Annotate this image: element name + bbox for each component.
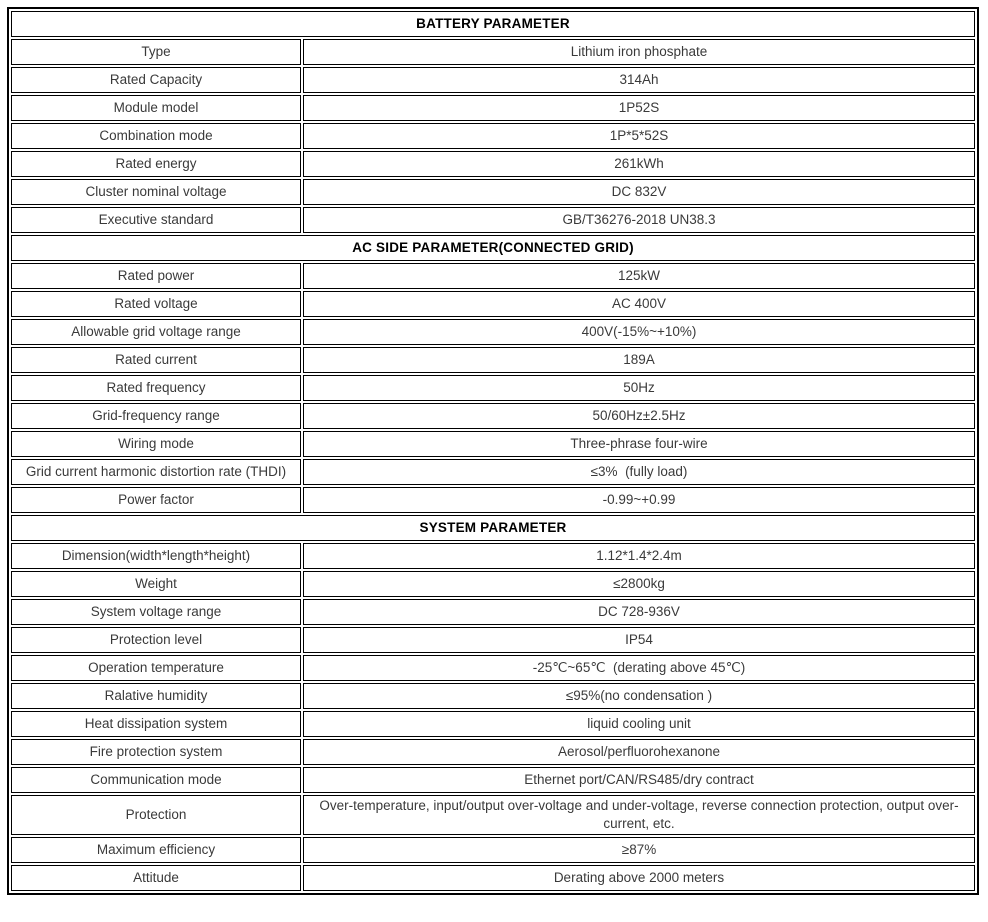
table-row (11, 95, 975, 121)
param-label: Protection (11, 795, 301, 835)
table-row (11, 837, 975, 863)
param-label: Wiring mode (11, 431, 301, 457)
table-row (11, 151, 975, 177)
table-row (11, 865, 975, 891)
section-header: SYSTEM PARAMETER (11, 515, 975, 541)
param-value: Over-temperature, input/output over-voltage and under-voltage, reverse connection protection, output over-current, etc. (303, 795, 975, 835)
table-row (11, 67, 975, 93)
table-row (11, 291, 975, 317)
param-value: GB/T36276-2018 UN38.3 (303, 207, 975, 233)
param-value: 1P*5*52S (303, 123, 975, 149)
table-row (11, 431, 975, 457)
param-value: Ethernet port/CAN/RS485/dry contract (303, 767, 975, 793)
param-value: 50/60Hz±2.5Hz (303, 403, 975, 429)
table-row (11, 767, 975, 793)
param-label: Dimension(width*length*height) (11, 543, 301, 569)
table-row (11, 571, 975, 597)
param-label: Rated frequency (11, 375, 301, 401)
param-value: 314Ah (303, 67, 975, 93)
param-value: -25℃~65℃ (derating above 45℃) (303, 655, 975, 681)
param-value: ≤3% (fully load) (303, 459, 975, 485)
param-value: 261kWh (303, 151, 975, 177)
param-label: Grid-frequency range (11, 403, 301, 429)
table-row (11, 795, 975, 835)
table-row (11, 319, 975, 345)
table-row (11, 543, 975, 569)
param-value: 400V(-15%~+10%) (303, 319, 975, 345)
table-row (11, 123, 975, 149)
table-row (11, 39, 975, 65)
param-label: Power factor (11, 487, 301, 513)
param-label: Executive standard (11, 207, 301, 233)
param-value: ≤2800kg (303, 571, 975, 597)
section-header-row (11, 515, 975, 541)
param-value: IP54 (303, 627, 975, 653)
param-label: Combination mode (11, 123, 301, 149)
param-value: Three-phrase four-wire (303, 431, 975, 457)
param-value: 1.12*1.4*2.4m (303, 543, 975, 569)
param-value: liquid cooling unit (303, 711, 975, 737)
param-value: DC 728-936V (303, 599, 975, 625)
param-value: DC 832V (303, 179, 975, 205)
param-label: Allowable grid voltage range (11, 319, 301, 345)
param-label: Grid current harmonic distortion rate (THDI) (11, 459, 301, 485)
table-row (11, 207, 975, 233)
param-label: Fire protection system (11, 739, 301, 765)
section-header: BATTERY PARAMETER (11, 11, 975, 37)
table-row (11, 263, 975, 289)
param-label: Rated energy (11, 151, 301, 177)
param-label: Ralative humidity (11, 683, 301, 709)
table-row (11, 487, 975, 513)
param-label: Communication mode (11, 767, 301, 793)
param-value: 189A (303, 347, 975, 373)
param-value: 50Hz (303, 375, 975, 401)
param-label: Rated voltage (11, 291, 301, 317)
param-label: System voltage range (11, 599, 301, 625)
param-value: -0.99~+0.99 (303, 487, 975, 513)
param-label: Operation temperature (11, 655, 301, 681)
param-label: Rated current (11, 347, 301, 373)
param-label: Module model (11, 95, 301, 121)
table-row (11, 683, 975, 709)
param-value: AC 400V (303, 291, 975, 317)
section-header: AC SIDE PARAMETER(CONNECTED GRID) (11, 235, 975, 261)
param-label: Protection level (11, 627, 301, 653)
table-row (11, 599, 975, 625)
param-value: 125kW (303, 263, 975, 289)
section-header-row (11, 235, 975, 261)
parameter-table (7, 7, 979, 895)
param-label: Attitude (11, 865, 301, 891)
param-label: Rated Capacity (11, 67, 301, 93)
param-label: Maximum efficiency (11, 837, 301, 863)
param-label: Heat dissipation system (11, 711, 301, 737)
table-row (11, 375, 975, 401)
table-row (11, 627, 975, 653)
param-label: Rated power (11, 263, 301, 289)
table-row (11, 655, 975, 681)
table-row (11, 459, 975, 485)
table-row (11, 739, 975, 765)
table-row (11, 711, 975, 737)
section-header-row (11, 11, 975, 37)
parameter-table-body (11, 11, 975, 891)
table-row (11, 347, 975, 373)
param-label: Weight (11, 571, 301, 597)
param-value: ≥87% (303, 837, 975, 863)
param-value: Lithium iron phosphate (303, 39, 975, 65)
table-row (11, 403, 975, 429)
param-value: 1P52S (303, 95, 975, 121)
table-row (11, 179, 975, 205)
param-value: ≤95%(no condensation ) (303, 683, 975, 709)
param-value: Aerosol/perfluorohexanone (303, 739, 975, 765)
param-label: Cluster nominal voltage (11, 179, 301, 205)
param-label: Type (11, 39, 301, 65)
param-value: Derating above 2000 meters (303, 865, 975, 891)
